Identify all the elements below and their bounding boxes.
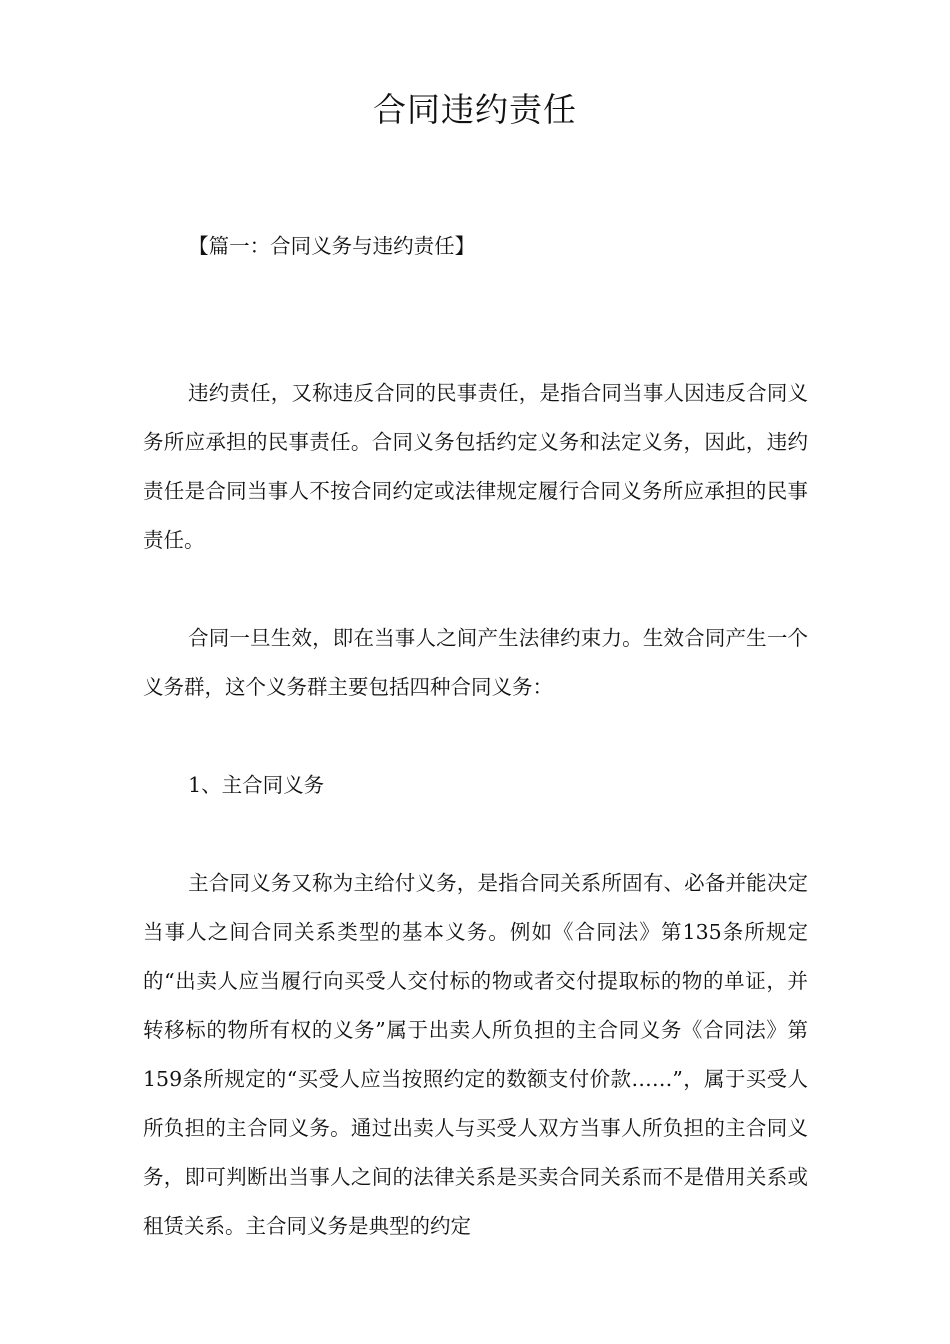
section-heading: 【篇一：合同义务与违约责任】 — [188, 234, 476, 258]
paragraph-main-obligation: 主合同义务又称为主给付义务，是指合同关系所固有、必备并能决定当事人之间合同关系类型的基本义务。例如《合同法》第135条所规定的“出卖人应当履行向买受人交付标的物或者交付提取标的物的单证，并转移标的物所有权的义务”属于出卖人所负担的主合同义务《合同法》第159条所规定的“买受人应当按照约定的数额支付价款……”，属于买受人所负担的主合同义务。通过出卖人与买受人双方当事人所负担的主合同义务，即可判断出当事人之间的法律关系是买卖合同关系而不是借用关系或租赁关系。主合同义务是典型的约定 — [143, 871, 808, 1238]
subheading-main-obligation: 1、主合同义务 — [188, 773, 325, 797]
document-body — [143, 222, 808, 1251]
paragraph-spacer — [143, 271, 808, 320]
paragraph-definition: 违约责任，又称违反合同的民事责任，是指合同当事人因违反合同义务所应承担的民事责任。合同义务包括约定义务和法定义务，因此，违约责任是合同当事人不按合同约定或法律规定履行合同义务所应承担的民事责任。 — [143, 381, 808, 552]
paragraph-obligation-group: 合同一旦生效，即在当事人之间产生法律约束力。生效合同产生一个义务群，这个义务群主要包括四种合同义务： — [143, 626, 808, 699]
paragraph-spacer — [143, 712, 808, 761]
paragraph-spacer — [143, 810, 808, 859]
paragraph-spacer — [143, 565, 808, 614]
document-title: 合同违约责任 — [373, 90, 577, 129]
paragraph-spacer — [143, 320, 808, 369]
